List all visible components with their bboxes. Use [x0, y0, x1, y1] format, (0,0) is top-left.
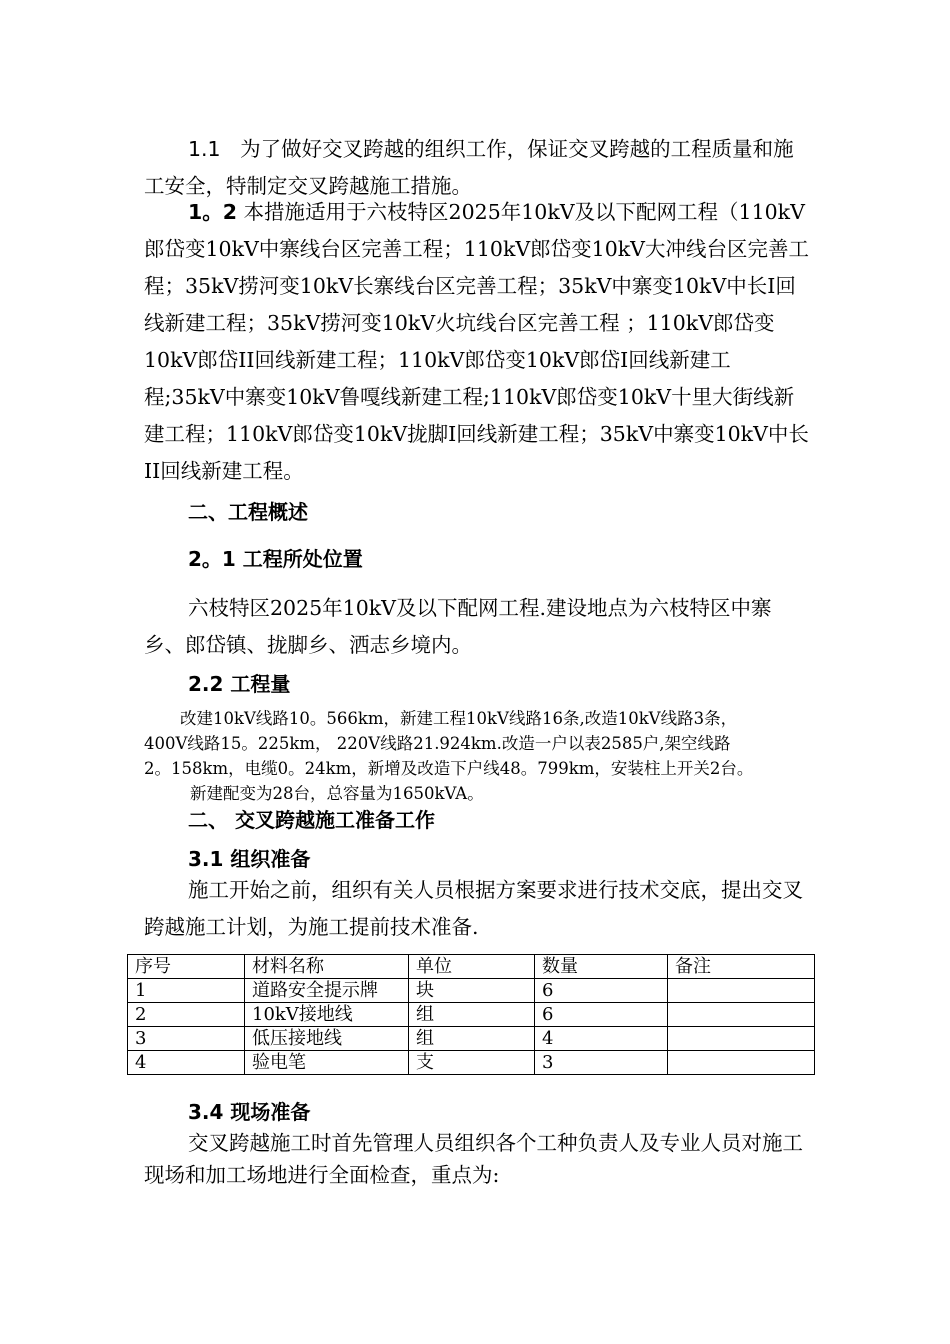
quantity-line-4: 新建配变为28台，总容量为1650kVA。 [190, 784, 484, 803]
heading-location: 2。1 工程所处位置 [188, 547, 363, 571]
table-cell: 支 [409, 1051, 535, 1075]
table-cell [668, 1051, 815, 1075]
table-cell: 4 [535, 1027, 668, 1051]
heading-quantity: 2.2 工程量 [188, 672, 291, 696]
section-1-1-text: 为了做好交叉跨越的组织工作，保证交叉跨越的工程质量和施工安全，特制定交叉跨越施工措施。 [144, 137, 794, 198]
table-cell: 3 [128, 1027, 245, 1051]
heading-overview: 二、工程概述 [188, 500, 308, 524]
location-paragraph: 六枝特区2025年10kV及以下配网工程.建设地点为六枝特区中寨乡、郎岱镇、拢脚乡、洒志乡境内。 [144, 596, 772, 657]
table-cell: 块 [409, 979, 535, 1003]
heading-organization: 3.1 组织准备 [188, 847, 311, 871]
table-cell [668, 1027, 815, 1051]
quantity-line-1: 改建10kV线路10。566km，新建工程10kV线路16条,改造10kV线路3条， [180, 709, 738, 728]
section-1-2-text: 本措施适用于六枝特区2025年10kV及以下配网工程（110kV郎岱变10kV中寨线台区完善工程；110kV郎岱变10kV大冲线台区完善工程；35kV捞河变10kV长寨线台区完善工程；35kV中寨变10kV中长I回线新建工程；35kV捞河变10kV火坑线台区完善工程 ；110kV郎岱变10kV郎岱II回线新建工程；110kV郎岱变10kV郎岱I回线新建工程;35kV中寨变10kV鲁嘎线新建工程;110kV郎岱变10kV十里大街线新建工程；110kV郎岱变10kV拢脚I回线新建工程；35kV中寨变10kV中长II回线新建工程。 [144, 200, 809, 483]
table-row [128, 979, 815, 1003]
table-cell: 6 [535, 979, 668, 1003]
table-cell: 6 [535, 1003, 668, 1027]
section-1-2-number: 1。2 [188, 200, 238, 224]
table-row [128, 1003, 815, 1027]
table-cell [668, 1003, 815, 1027]
table-cell [668, 979, 815, 1003]
section-1-2-paragraph [144, 194, 809, 490]
heading-preparation: 二、 交叉跨越施工准备工作 [188, 808, 435, 832]
quantity-line-2: 400V线路15。225km， 220V线路21.924km.改造一户以表2585户,架空线路 [144, 734, 731, 753]
header-cell: 数量 [535, 955, 668, 979]
section-1-1-number: 1.1 [188, 137, 221, 161]
table-row [128, 1051, 815, 1075]
table-row [128, 1027, 815, 1051]
table-cell: 道路安全提示牌 [245, 979, 409, 1003]
table-cell: 2 [128, 1003, 245, 1027]
table-cell: 组 [409, 1003, 535, 1027]
header-cell: 序号 [128, 955, 245, 979]
header-cell: 单位 [409, 955, 535, 979]
table-cell: 组 [409, 1027, 535, 1051]
table-cell: 1 [128, 979, 245, 1003]
table-cell: 10kV接地线 [245, 1003, 409, 1027]
table-header-row [128, 955, 815, 979]
table-cell: 低压接地线 [245, 1027, 409, 1051]
table-cell: 3 [535, 1051, 668, 1075]
quantity-line-3: 2。158km，电缆0。24km，新增及改造下户线48。799km，安装柱上开关2台。 [144, 759, 754, 778]
header-cell: 材料名称 [245, 955, 409, 979]
heading-site-preparation: 3.4 现场准备 [188, 1100, 311, 1124]
site-paragraph: 交叉跨越施工时首先管理人员组织各个工种负责人及专业人员对施工现场和加工场地进行全面检查，重点为: [144, 1131, 803, 1187]
materials-table [127, 954, 815, 1075]
table-cell: 4 [128, 1051, 245, 1075]
table-cell: 验电笔 [245, 1051, 409, 1075]
organization-paragraph: 施工开始之前，组织有关人员根据方案要求进行技术交底，提出交叉跨越施工计划，为施工提前技术准备. [144, 878, 803, 939]
header-cell: 备注 [668, 955, 815, 979]
